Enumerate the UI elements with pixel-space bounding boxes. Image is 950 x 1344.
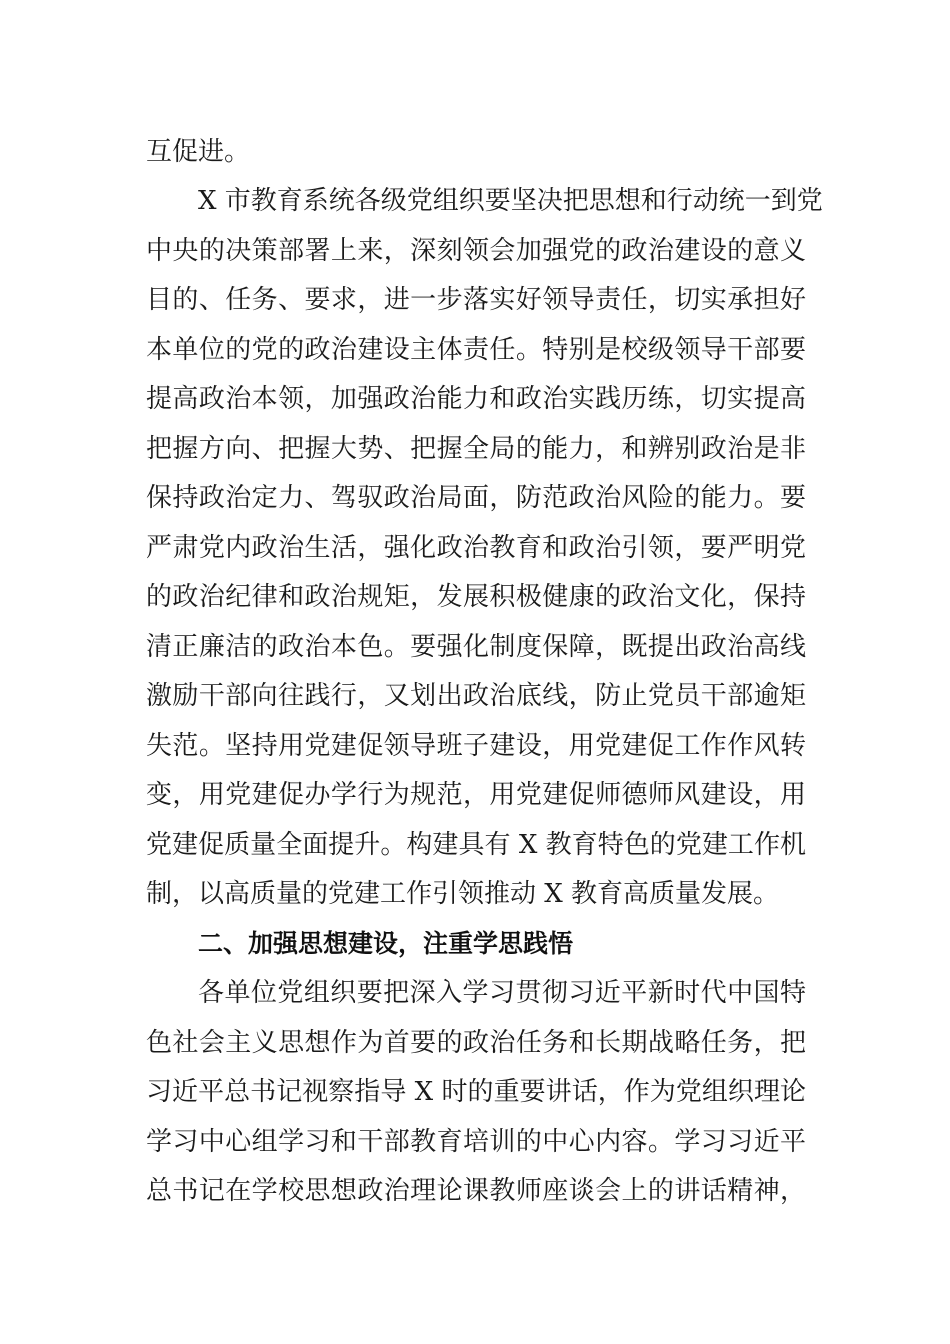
paragraph-line: 的政治纪律和政治规矩，发展积极健康的政治文化，保持 <box>146 582 806 612</box>
paragraph-line: 清正廉洁的政治本色。要强化制度保障，既提出政治高线 <box>146 632 806 662</box>
paragraph-line: 严肃党内政治生活，强化政治教育和政治引领，要严明党 <box>146 533 806 563</box>
section-heading: 二、加强思想建设，注重学思践悟 <box>198 929 574 958</box>
paragraph-line: 制，以高质量的党建工作引领推动 X 教育高质量发展。 <box>146 879 780 909</box>
paragraph-line: 目的、任务、要求，进一步落实好领导责任，切实承担好 <box>146 285 806 315</box>
paragraph-line: 色社会主义思想作为首要的政治任务和长期战略任务，把 <box>146 1028 806 1058</box>
paragraph-line: 提高政治本领，加强政治能力和政治实践历练，切实提高 <box>146 384 806 414</box>
paragraph-line: 学习中心组学习和干部教育培训的中心内容。学习习近平 <box>146 1127 806 1157</box>
paragraph-line: 互促进。 <box>146 137 251 167</box>
paragraph-line: 失范。坚持用党建促领导班子建设，用党建促工作作风转 <box>146 731 806 761</box>
paragraph-line: 激励干部向往践行，又划出政治底线，防止党员干部逾矩 <box>146 681 806 711</box>
paragraph-line: 变，用党建促办学行为规范，用党建促师德师风建设，用 <box>146 780 806 810</box>
paragraph-line: 本单位的党的政治建设主体责任。特别是校级领导干部要 <box>146 335 806 365</box>
paragraph-line: 各单位党组织要把深入学习贯彻习近平新时代中国特 <box>198 978 806 1008</box>
paragraph-line: 中央的决策部署上来，深刻领会加强党的政治建设的意义 <box>146 236 806 266</box>
paragraph-line: 总书记在学校思想政治理论课教师座谈会上的讲话精神， <box>146 1176 806 1206</box>
paragraph-line: 习近平总书记视察指导 X 时的重要讲话，作为党组织理论 <box>146 1077 806 1107</box>
paragraph-line: 保持政治定力、驾驭政治局面，防范政治风险的能力。要 <box>146 483 806 513</box>
paragraph-line: X 市教育系统各级党组织要坚决把思想和行动统一到党 <box>198 186 823 216</box>
paragraph-line: 把握方向、把握大势、把握全局的能力，和辨别政治是非 <box>146 434 806 464</box>
paragraph-line: 党建促质量全面提升。构建具有 X 教育特色的党建工作机 <box>146 830 806 860</box>
